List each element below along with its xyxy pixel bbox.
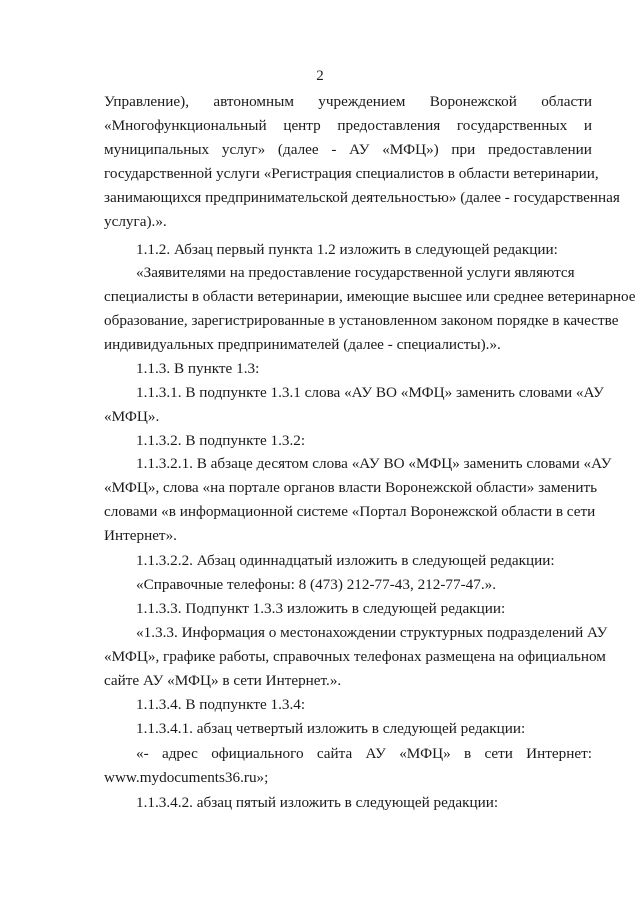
text-line — [104, 116, 592, 136]
text-line: 1.1.3.1. В подпункте 1.3.1 слова «АУ ВО «МФЦ» заменить словами «АУ — [136, 384, 604, 401]
text-word: Воронежской — [429, 93, 517, 110]
text-word: АУ — [349, 141, 370, 158]
text-word: предоставлении — [487, 141, 592, 158]
text-word: «МФЦ» — [399, 745, 451, 762]
text-word: Интернет: — [526, 745, 592, 762]
text-line: 1.1.3.3. Подпункт 1.3.3 изложить в следующей редакции: — [136, 600, 506, 617]
text-line — [104, 140, 592, 160]
text-line: «МФЦ». — [104, 408, 160, 425]
text-line: 1.1.3.2. В подпункте 1.3.2: — [136, 432, 306, 449]
text-line: «Справочные телефоны: 8 (473) 212-77-43, 212-77-47.». — [136, 576, 497, 593]
text-line: государственной услуги «Регистрация специалистов в области ветеринарии, — [104, 165, 599, 182]
text-word: автономным — [213, 93, 294, 110]
text-word: адрес — [161, 745, 198, 762]
text-line: 1.1.3. В пункте 1.3: — [136, 360, 260, 377]
text-word: государственных — [456, 117, 568, 134]
text-line: Интернет». — [104, 527, 177, 544]
text-word: муниципальных — [104, 141, 210, 158]
text-line: специалисты в области ветеринарии, имеющие высшее или среднее ветеринарное — [104, 288, 636, 305]
text-word: в — [463, 745, 472, 762]
text-line: индивидуальных предпринимателей (далее - специалисты).». — [104, 336, 501, 353]
text-word: «Многофункциональный — [104, 117, 267, 134]
text-word: предоставления — [337, 117, 441, 134]
text-word: Управление), — [104, 93, 190, 110]
text-word: официального — [211, 745, 304, 762]
text-word: при — [451, 141, 476, 158]
text-line: услуга).». — [104, 213, 167, 230]
text-word: - — [331, 141, 337, 158]
text-word: (далее — [277, 141, 319, 158]
text-word: «- — [136, 745, 149, 762]
text-line: сайте АУ «МФЦ» в сети Интернет.». — [104, 672, 342, 689]
text-line: образование, зарегистрированные в установленном законом порядке в качестве — [104, 312, 619, 329]
text-word: учреждением — [318, 93, 406, 110]
text-line: занимающихся предпринимательской деятельностью» (далее - государственная — [104, 189, 620, 206]
text-line: словами «в информационной системе «Портал Воронежской области в сети — [104, 503, 596, 520]
text-line: 1.1.3.4. В подпункте 1.3.4: — [136, 696, 306, 713]
text-word: области — [541, 93, 592, 110]
text-line — [136, 744, 592, 764]
text-line: «МФЦ», слова «на портале органов власти Воронежской области» заменить — [104, 479, 598, 496]
text-word: и — [583, 117, 592, 134]
text-line: «МФЦ», графике работы, справочных телефонах размещена на официальном — [104, 648, 606, 665]
text-line: «1.3.3. Информация о местонахождении структурных подразделений АУ — [136, 624, 608, 641]
text-word: услуг» — [221, 141, 266, 158]
text-line: 1.1.3.2.1. В абзаце десятом слова «АУ ВО «МФЦ» заменить словами «АУ — [136, 455, 612, 472]
text-line: 1.1.2. Абзац первый пункта 1.2 изложить в следующей редакции: — [136, 241, 558, 258]
text-word: АУ — [365, 745, 386, 762]
page-number: 2 — [316, 68, 324, 84]
text-line: www.mydocuments36.ru»; — [104, 769, 269, 786]
text-word: сайта — [316, 745, 353, 762]
text-line: 1.1.3.4.2. абзац пятый изложить в следующей редакции: — [136, 794, 499, 811]
text-word: сети — [484, 745, 513, 762]
text-word: центр — [283, 117, 321, 134]
text-line: 1.1.3.4.1. абзац четвертый изложить в следующей редакции: — [136, 720, 526, 737]
text-line: 1.1.3.2.2. Абзац одиннадцатый изложить в следующей редакции: — [136, 552, 555, 569]
text-line: «Заявителями на предоставление государственной услуги являются — [136, 264, 575, 281]
text-line — [104, 92, 592, 112]
text-word: «МФЦ») — [382, 141, 439, 158]
